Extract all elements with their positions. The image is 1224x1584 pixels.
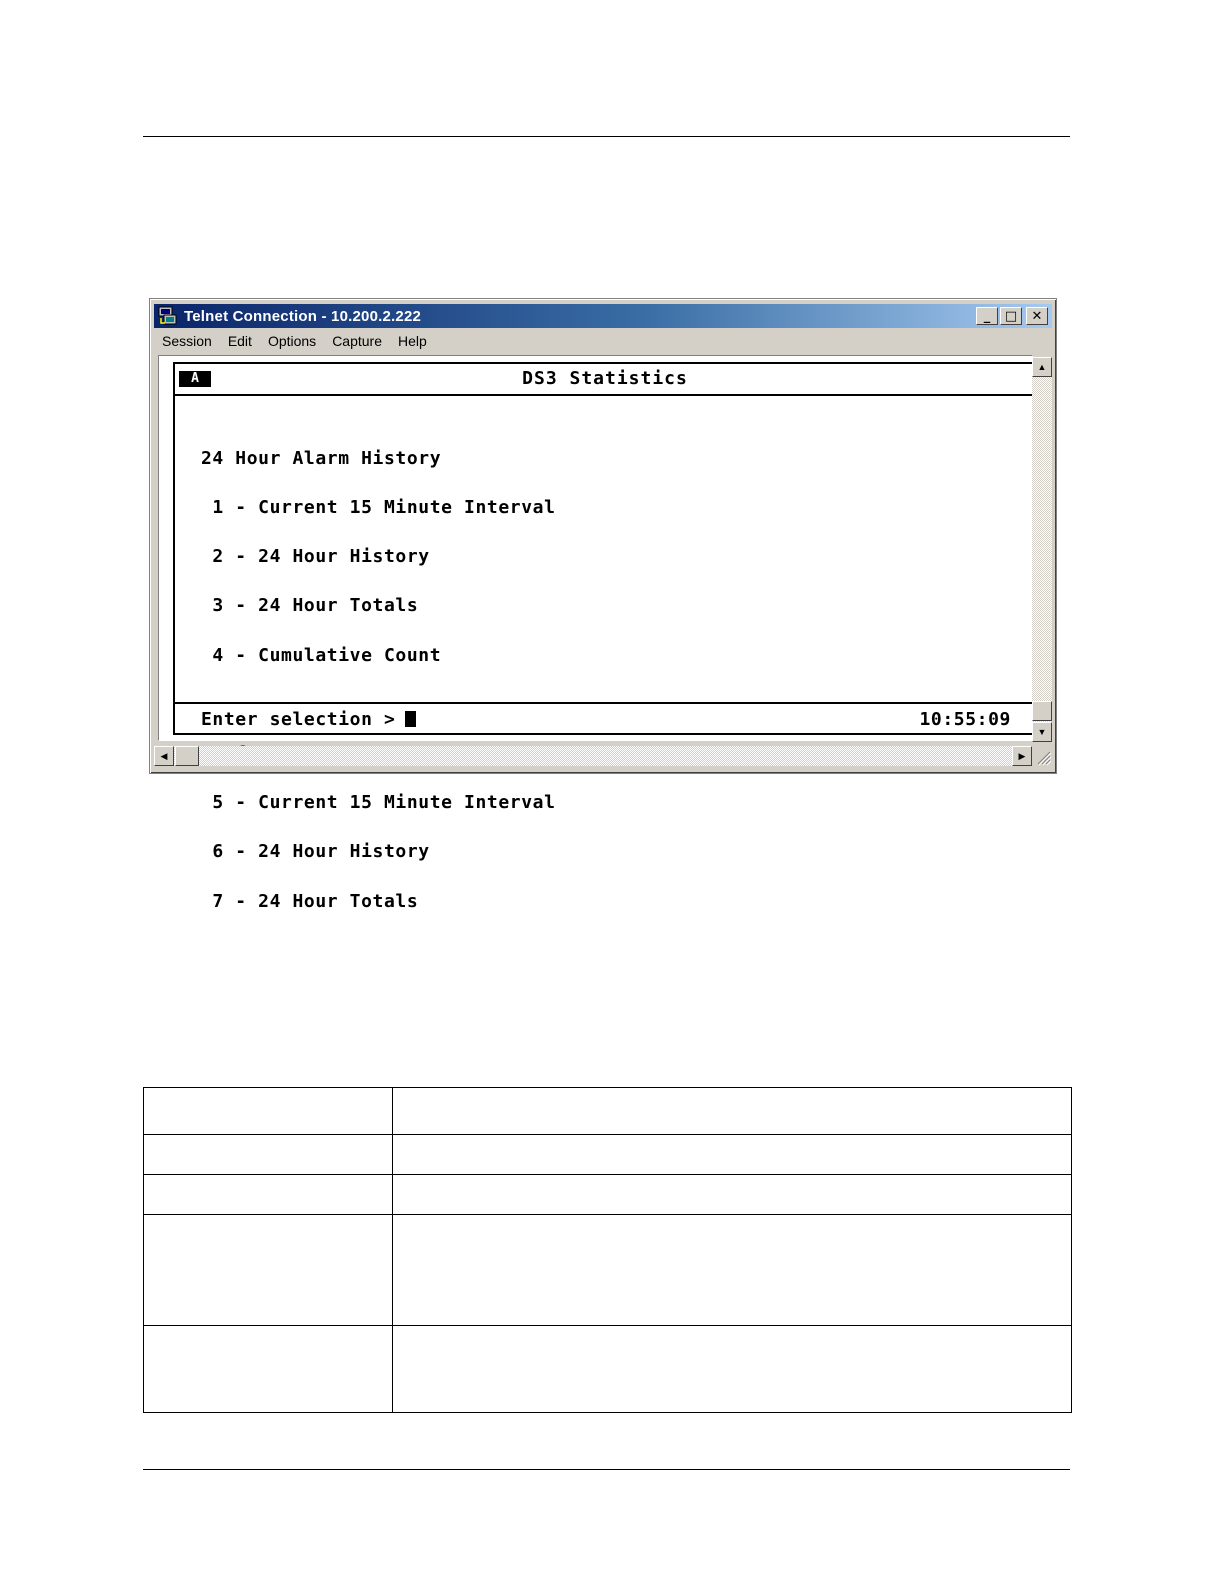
close-icon: ✕ [1031,308,1043,324]
terminal-header [175,364,1035,396]
scroll-right-button[interactable] [1012,746,1032,766]
scroll-up-button[interactable] [1032,357,1052,377]
menu-bar [154,330,435,352]
option-2[interactable]: 2 - 24 Hour History [201,546,430,568]
terminal-screen[interactable] [173,362,1035,912]
scroll-down-button[interactable] [1032,722,1052,742]
telnet-app-icon[interactable] [158,306,178,326]
footer-rule [143,1469,1070,1470]
table-cell [393,1326,1072,1413]
resize-grip-icon [1034,748,1052,766]
minimize-button[interactable] [976,307,998,325]
scroll-up-icon: ▲ [1037,362,1047,372]
vertical-scrollbar[interactable] [1032,357,1052,742]
terminal-viewport[interactable] [158,355,1033,912]
empty-table [143,1087,1072,1413]
minimize-icon: _ [983,308,991,324]
table-row [144,1135,1072,1175]
table-cell [393,1088,1072,1135]
option-4[interactable]: 4 - Cumulative Count [201,644,442,666]
terminal-tag: A [179,371,211,387]
terminal-footer [175,702,1035,737]
table-row [144,1326,1072,1413]
scroll-left-icon: ◀ [160,750,168,761]
prompt-label: Enter selection > [201,709,396,730]
text-cursor [405,711,416,727]
table-cell [144,1175,393,1215]
table-cell [144,1326,393,1413]
clock: 10:55:09 [919,709,1011,730]
option-7[interactable]: 7 - 24 Hour Totals [201,890,419,912]
table-row [144,1088,1072,1135]
title-bar[interactable] [154,304,1052,328]
scroll-right-icon: ▶ [1018,750,1026,761]
table-cell [393,1135,1072,1175]
option-1[interactable]: 1 - Current 15 Minute Interval [201,497,556,519]
selection-prompt[interactable] [201,709,416,730]
telnet-window [149,298,1057,912]
option-5[interactable]: 5 - Current 15 Minute Interval [201,792,556,814]
screen-title: DS3 Statistics [522,368,688,389]
menu-edit[interactable]: Edit [227,333,252,349]
header-rule [143,136,1070,137]
vertical-scroll-thumb[interactable] [1032,701,1052,721]
table-cell [393,1215,1072,1326]
menu-session[interactable]: Session [162,333,212,349]
table-cell [144,1135,393,1175]
menu-options[interactable]: Options [267,333,317,349]
table-row [144,1175,1072,1215]
menu-help[interactable]: Help [398,333,427,349]
table-cell [393,1175,1072,1215]
table-cell [144,1088,393,1135]
option-6[interactable]: 6 - 24 Hour History [201,841,430,863]
scroll-down-icon: ▼ [1037,727,1047,737]
maximize-button[interactable] [1000,307,1022,325]
horizontal-scroll-thumb[interactable] [175,746,199,766]
scroll-left-button[interactable] [154,746,174,766]
close-button[interactable] [1026,307,1048,325]
maximize-icon: □ [1004,308,1018,324]
section-heading: 24 Hour Alarm History [201,447,442,469]
resize-grip[interactable] [1034,748,1052,766]
horizontal-scrollbar[interactable] [154,746,1032,766]
menu-options-list [201,418,556,943]
option-3[interactable]: 3 - 24 Hour Totals [201,595,419,617]
table-row [144,1215,1072,1326]
window-title: Telnet Connection - 10.200.2.222 [184,307,422,325]
table-cell [144,1215,393,1326]
menu-capture[interactable]: Capture [332,333,382,349]
